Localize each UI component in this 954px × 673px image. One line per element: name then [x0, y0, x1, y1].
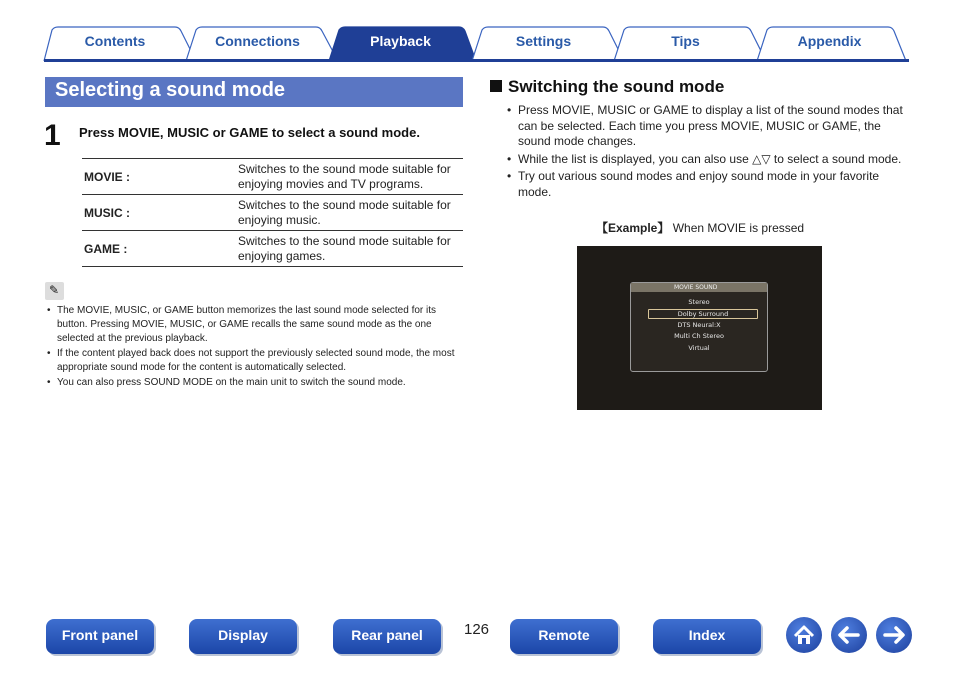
osd-item: DTS Neural:X [677, 321, 721, 329]
tab-tips[interactable]: Tips [671, 33, 700, 49]
sound-mode-table [82, 158, 463, 267]
osd-title: MOVIE SOUND [631, 283, 767, 292]
tab-appendix[interactable]: Appendix [797, 33, 862, 49]
section-title-bar [45, 77, 463, 107]
list-item: • If the content played back does not support the previously selected sound mode, the most appropriate sound mode for the content is automatically selected. [45, 347, 465, 375]
mode-key: MUSIC : [82, 195, 234, 231]
list-item: • Try out various sound modes and enjoy sound mode in your favorite mode. [507, 169, 907, 200]
page-number: 126 [464, 621, 490, 638]
rear-panel-button[interactable] [333, 619, 441, 654]
notes-list [45, 304, 465, 391]
tips-list [507, 103, 907, 202]
list-item: • Press MOVIE, MUSIC or GAME to display a list of the sound modes that can be selected. Each time you press MOVIE, MUSIC or GAME, the sound mode changes. [507, 103, 907, 150]
button-label: Remote [538, 627, 590, 643]
step-number: 1 [44, 119, 61, 152]
table-row [82, 159, 463, 195]
forward-arrow-icon[interactable] [876, 617, 912, 653]
osd-item: Virtual [688, 344, 710, 352]
page-title: Selecting a sound mode [55, 79, 286, 101]
section-heading-text: Switching the sound mode [508, 77, 725, 96]
back-arrow-icon[interactable] [831, 617, 867, 653]
display-button[interactable] [189, 619, 297, 654]
list-item: • You can also press SOUND MODE on the main unit to switch the sound mode. [45, 376, 465, 390]
mode-description: Switches to the sound mode suitable for enjoying games. [234, 231, 463, 267]
osd-item: Multi Ch Stereo [674, 332, 724, 340]
button-label: Rear panel [351, 627, 423, 643]
osd-menu [630, 282, 768, 372]
table-row [82, 195, 463, 231]
remote-button[interactable] [510, 619, 618, 654]
list-item: • The MOVIE, MUSIC, or GAME button memorizes the last sound mode selected for its button. Pressing MOVIE, MUSIC, or GAME recalls the same sound mode as the one selected at the previous playback. [45, 304, 465, 346]
table-row [82, 231, 463, 267]
example-text: When MOVIE is pressed [669, 221, 805, 235]
tab-bar [0, 0, 954, 62]
button-label: Index [688, 627, 726, 643]
tab-contents[interactable]: Contents [84, 33, 146, 49]
tab-settings[interactable]: Settings [515, 33, 572, 49]
tv-screen-image [577, 246, 822, 410]
osd-item-selected: Dolby Surround [648, 309, 758, 319]
button-label: Display [218, 627, 268, 643]
mode-description: Switches to the sound mode suitable for enjoying movies and TV programs. [234, 159, 463, 195]
square-bullet-icon [490, 80, 502, 92]
tab-shapes [0, 0, 954, 62]
mode-key: MOVIE : [82, 159, 234, 195]
osd-item: Stereo [688, 298, 710, 306]
mode-key: GAME : [82, 231, 234, 267]
index-button[interactable] [653, 619, 761, 654]
section-heading [490, 77, 724, 97]
mode-description: Switches to the sound mode suitable for enjoying music. [234, 195, 463, 231]
pencil-icon: ✎ [45, 282, 64, 300]
tab-connections[interactable]: Connections [215, 33, 300, 49]
tab-playback[interactable]: Playback [370, 33, 431, 49]
list-item: • While the list is displayed, you can also use △▽ to select a sound mode. [507, 152, 907, 168]
front-panel-button[interactable] [46, 619, 154, 654]
example-caption [596, 219, 804, 236]
example-label: 【Example】 [596, 221, 670, 235]
step-instruction: Press MOVIE, MUSIC or GAME to select a sound mode. [79, 125, 420, 140]
home-icon[interactable] [786, 617, 822, 653]
button-label: Front panel [61, 627, 139, 643]
